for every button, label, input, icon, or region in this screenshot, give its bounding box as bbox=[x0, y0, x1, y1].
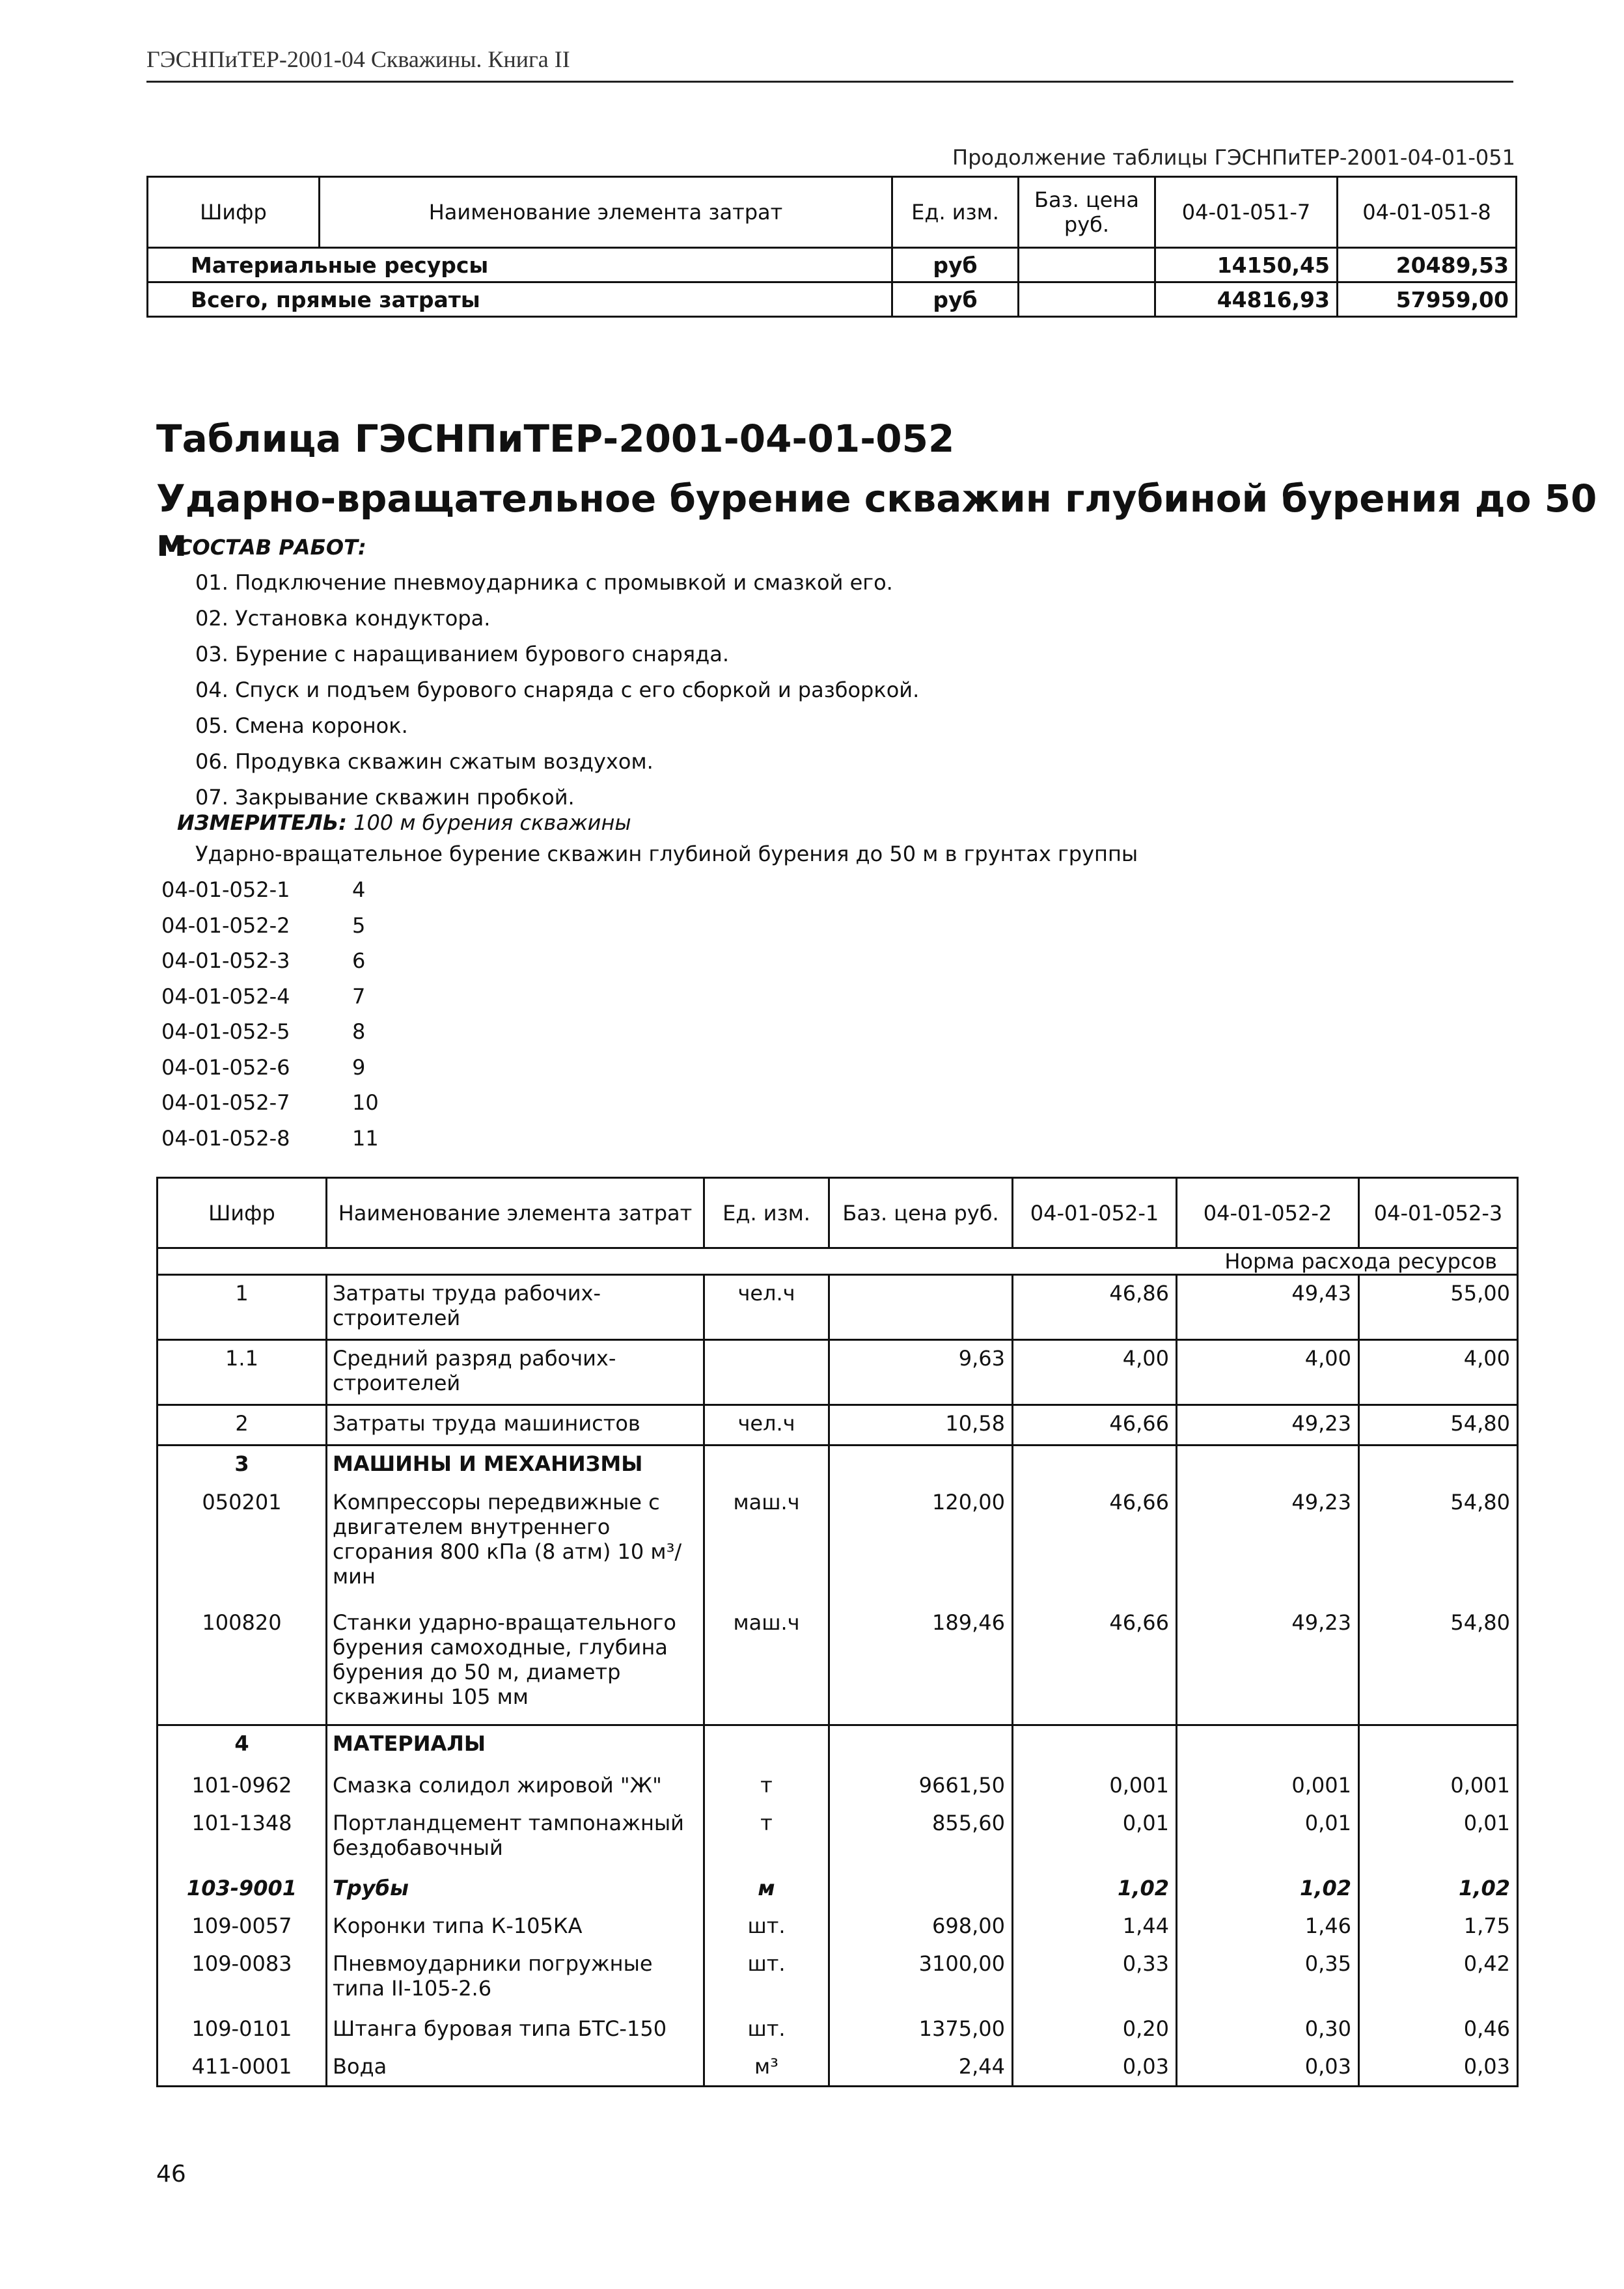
meter-line bbox=[177, 810, 631, 835]
row-code: 101-0962 bbox=[158, 1768, 327, 1805]
row-value-3: 4,00 bbox=[1359, 1340, 1518, 1405]
code-row bbox=[161, 1121, 379, 1157]
row-price: 10,58 bbox=[829, 1405, 1013, 1446]
row-price: 698,00 bbox=[829, 1908, 1013, 1946]
header-cell-col1: 04-01-052-1 bbox=[1013, 1178, 1177, 1248]
header-rule bbox=[146, 81, 1513, 83]
table-row bbox=[158, 1605, 1518, 1725]
row-unit: руб bbox=[892, 248, 1019, 282]
row-price: 3100,00 bbox=[829, 1946, 1013, 2011]
header-cell-unit: Ед. изм. bbox=[704, 1178, 829, 1248]
works-label: СОСТАВ РАБОТ: bbox=[177, 535, 366, 560]
works-item: 04. Спуск и подъем бурового снаряда с его сборкой и разборкой. bbox=[195, 678, 920, 702]
group: 9 bbox=[352, 1054, 366, 1080]
row-price bbox=[829, 1275, 1013, 1340]
code-row bbox=[161, 943, 379, 979]
row-price: 9,63 bbox=[829, 1340, 1013, 1405]
row-value-2: 1,02 bbox=[1177, 1871, 1359, 1908]
row-value-2: 49,43 bbox=[1177, 1275, 1359, 1340]
code: 04-01-052-8 bbox=[161, 1125, 290, 1151]
works-list bbox=[195, 565, 919, 816]
row-value-3: 1,02 bbox=[1359, 1871, 1518, 1908]
main-table-header-row bbox=[158, 1178, 1518, 1248]
works-item: 05. Смена коронок. bbox=[195, 713, 408, 738]
row-code: 3 bbox=[158, 1446, 327, 1485]
row-value-1: 4,00 bbox=[1013, 1340, 1177, 1405]
works-item: 06. Продувка скважин сжатым воздухом. bbox=[195, 749, 654, 774]
norm-caption-row bbox=[158, 1248, 1518, 1275]
row-name: Портландцемент тампонажный бездобавочный bbox=[327, 1805, 704, 1871]
header-cell-col3: 04-01-052-3 bbox=[1359, 1178, 1518, 1248]
row-value-1: 46,66 bbox=[1013, 1405, 1177, 1446]
row-value-1 bbox=[1013, 1725, 1177, 1768]
row-code: 411-0001 bbox=[158, 2049, 327, 2087]
top-table bbox=[146, 176, 1517, 318]
row-code: 100820 bbox=[158, 1605, 327, 1725]
row-code: 4 bbox=[158, 1725, 327, 1768]
code: 04-01-052-6 bbox=[161, 1054, 290, 1080]
table-row bbox=[158, 1768, 1518, 1805]
table-row bbox=[158, 1805, 1518, 1871]
page-number: 46 bbox=[156, 2161, 186, 2187]
row-value-1: 46,66 bbox=[1013, 1485, 1177, 1605]
norm-caption: Норма расхода ресурсов bbox=[158, 1248, 1518, 1275]
row-price: 189,46 bbox=[829, 1605, 1013, 1725]
row-value-2 bbox=[1177, 1446, 1359, 1485]
meter-label: ИЗМЕРИТЕЛЬ: bbox=[177, 810, 347, 835]
row-unit: чел.ч bbox=[704, 1275, 829, 1340]
row-name: Затраты труда рабочих-строителей bbox=[327, 1275, 704, 1340]
group: 11 bbox=[352, 1125, 379, 1151]
row-name: Компрессоры передвижные с двигателем внутреннего сгорания 800 кПа (8 атм) 10 м³/мин bbox=[327, 1485, 704, 1605]
row-price: 1375,00 bbox=[829, 2011, 1013, 2049]
row-unit: т bbox=[704, 1805, 829, 1871]
code-row bbox=[161, 979, 379, 1015]
row-code: 103-9001 bbox=[158, 1871, 327, 1908]
meter-description: Ударно-вращательное бурение скважин глубиной бурения до 50 м в грунтах группы bbox=[195, 842, 1138, 866]
row-price: 855,60 bbox=[829, 1805, 1013, 1871]
group: 6 bbox=[352, 948, 366, 973]
header-cell-price: Баз. цена руб. bbox=[1019, 177, 1155, 248]
row-code: 050201 bbox=[158, 1485, 327, 1605]
row-code: 109-0083 bbox=[158, 1946, 327, 2011]
row-unit: м bbox=[704, 1871, 829, 1908]
code: 04-01-052-4 bbox=[161, 983, 290, 1009]
code-row bbox=[161, 1014, 379, 1050]
header-cell-unit: Ед. изм. bbox=[892, 177, 1019, 248]
row-code: 2 bbox=[158, 1405, 327, 1446]
header-cell-price: Баз. цена руб. bbox=[829, 1178, 1013, 1248]
row-value-2: 1,46 bbox=[1177, 1908, 1359, 1946]
row-name: Смазка солидол жировой "Ж" bbox=[327, 1768, 704, 1805]
row-value-1: 0,001 bbox=[1013, 1768, 1177, 1805]
row-unit: т bbox=[704, 1768, 829, 1805]
header-cell-code: Шифр bbox=[148, 177, 320, 248]
row-unit: шт. bbox=[704, 1946, 829, 2011]
row-value-1: 1,44 bbox=[1013, 1908, 1177, 1946]
table-row bbox=[158, 1405, 1518, 1446]
table-row bbox=[148, 248, 1517, 282]
row-value-2: 49,23 bbox=[1177, 1405, 1359, 1446]
group: 5 bbox=[352, 912, 366, 938]
row-value-2: 57959,00 bbox=[1338, 282, 1517, 317]
row-unit: маш.ч bbox=[704, 1605, 829, 1725]
table-subtitle: Ударно-вращательное бурение скважин глубиной бурения до 50 м bbox=[156, 476, 1597, 565]
row-value-3: 54,80 bbox=[1359, 1605, 1518, 1725]
table-row bbox=[158, 1871, 1518, 1908]
row-value-3: 1,75 bbox=[1359, 1908, 1518, 1946]
meter-value: 100 м бурения скважины bbox=[353, 810, 631, 835]
row-value-2 bbox=[1177, 1725, 1359, 1768]
row-code: 101-1348 bbox=[158, 1805, 327, 1871]
group: 7 bbox=[352, 983, 366, 1009]
row-value-3: 0,001 bbox=[1359, 1768, 1518, 1805]
row-unit: шт. bbox=[704, 2011, 829, 2049]
main-table bbox=[156, 1177, 1519, 2087]
row-value-1: 44816,93 bbox=[1155, 282, 1338, 317]
works-item: 07. Закрывание скважин пробкой. bbox=[195, 785, 575, 810]
works-item: 01. Подключение пневмоударника с промывкой и смазкой его. bbox=[195, 570, 893, 595]
row-price: 2,44 bbox=[829, 2049, 1013, 2087]
row-value-3: 55,00 bbox=[1359, 1275, 1518, 1340]
table-row bbox=[148, 282, 1517, 317]
row-name: Пневмоударники погружные типа II-105-2.6 bbox=[327, 1946, 704, 2011]
row-price bbox=[1019, 282, 1155, 317]
header-cell-col1: 04-01-051-7 bbox=[1155, 177, 1338, 248]
continuation-caption: Продолжение таблицы ГЭСНПиТЕР-2001-04-01-051 bbox=[952, 145, 1515, 170]
row-name: Трубы bbox=[327, 1871, 704, 1908]
row-value-2: 0,35 bbox=[1177, 1946, 1359, 2011]
row-price bbox=[829, 1446, 1013, 1485]
header-cell-name: Наименование элемента затрат bbox=[327, 1178, 704, 1248]
table-row bbox=[158, 2049, 1518, 2087]
code-row bbox=[161, 1085, 379, 1121]
row-value-2: 49,23 bbox=[1177, 1485, 1359, 1605]
row-value-1: 0,03 bbox=[1013, 2049, 1177, 2087]
row-unit: шт. bbox=[704, 1908, 829, 1946]
table-row bbox=[158, 1725, 1518, 1768]
row-name: Затраты труда машинистов bbox=[327, 1405, 704, 1446]
table-row bbox=[158, 1485, 1518, 1605]
table-row bbox=[158, 2011, 1518, 2049]
header-cell-code: Шифр bbox=[158, 1178, 327, 1248]
row-unit bbox=[704, 1340, 829, 1405]
row-value-2: 0,001 bbox=[1177, 1768, 1359, 1805]
row-value-2: 20489,53 bbox=[1338, 248, 1517, 282]
row-value-1: 1,02 bbox=[1013, 1871, 1177, 1908]
row-code: 1.1 bbox=[158, 1340, 327, 1405]
row-value-3: 54,80 bbox=[1359, 1485, 1518, 1605]
table-row bbox=[158, 1275, 1518, 1340]
codes-list bbox=[161, 872, 379, 1156]
row-unit: маш.ч bbox=[704, 1485, 829, 1605]
row-price: 9661,50 bbox=[829, 1768, 1013, 1805]
row-unit: м³ bbox=[704, 2049, 829, 2087]
table-row bbox=[158, 1446, 1518, 1485]
code: 04-01-052-1 bbox=[161, 877, 290, 902]
works-item: 03. Бурение с наращиванием бурового снаряда. bbox=[195, 642, 730, 666]
row-name: МАТЕРИАЛЫ bbox=[327, 1725, 704, 1768]
header-cell-name: Наименование элемента затрат bbox=[320, 177, 892, 248]
row-price bbox=[1019, 248, 1155, 282]
row-unit: руб bbox=[892, 282, 1019, 317]
row-price bbox=[829, 1725, 1013, 1768]
code: 04-01-052-5 bbox=[161, 1019, 290, 1044]
code-row bbox=[161, 908, 379, 944]
row-price bbox=[829, 1871, 1013, 1908]
row-value-2: 49,23 bbox=[1177, 1605, 1359, 1725]
table-row bbox=[158, 1946, 1518, 2011]
row-name: Вода bbox=[327, 2049, 704, 2087]
row-value-1: 0,01 bbox=[1013, 1805, 1177, 1871]
code: 04-01-052-2 bbox=[161, 912, 290, 938]
row-name: Коронки типа К-105КА bbox=[327, 1908, 704, 1946]
code: 04-01-052-3 bbox=[161, 948, 290, 973]
table-title: Таблица ГЭСНПиТЕР-2001-04-01-052 bbox=[156, 417, 955, 461]
group: 10 bbox=[352, 1090, 379, 1115]
row-value-1 bbox=[1013, 1446, 1177, 1485]
row-value-2: 0,30 bbox=[1177, 2011, 1359, 2049]
row-value-3: 0,46 bbox=[1359, 2011, 1518, 2049]
row-value-2: 4,00 bbox=[1177, 1340, 1359, 1405]
group: 8 bbox=[352, 1019, 366, 1044]
header-cell-col2: 04-01-052-2 bbox=[1177, 1178, 1359, 1248]
row-value-3: 54,80 bbox=[1359, 1405, 1518, 1446]
header-cell-col2: 04-01-051-8 bbox=[1338, 177, 1517, 248]
row-value-3: 0,42 bbox=[1359, 1946, 1518, 2011]
row-name: МАШИНЫ И МЕХАНИЗМЫ bbox=[327, 1446, 704, 1485]
row-value-1: 46,66 bbox=[1013, 1605, 1177, 1725]
row-value-1: 0,20 bbox=[1013, 2011, 1177, 2049]
row-value-1: 46,86 bbox=[1013, 1275, 1177, 1340]
main-table-body bbox=[158, 1275, 1518, 2087]
row-value-3 bbox=[1359, 1446, 1518, 1485]
row-code: 109-0101 bbox=[158, 2011, 327, 2049]
row-price: 120,00 bbox=[829, 1485, 1013, 1605]
row-unit bbox=[704, 1446, 829, 1485]
group: 4 bbox=[352, 877, 366, 902]
row-name: Материальные ресурсы bbox=[148, 248, 892, 282]
row-value-1: 14150,45 bbox=[1155, 248, 1338, 282]
row-value-2: 0,01 bbox=[1177, 1805, 1359, 1871]
row-value-1: 0,33 bbox=[1013, 1946, 1177, 2011]
row-name: Штанга буровая типа БТС-150 bbox=[327, 2011, 704, 2049]
row-code: 109-0057 bbox=[158, 1908, 327, 1946]
table-row bbox=[158, 1340, 1518, 1405]
row-name: Всего, прямые затраты bbox=[148, 282, 892, 317]
row-value-3: 0,01 bbox=[1359, 1805, 1518, 1871]
table-row bbox=[158, 1908, 1518, 1946]
running-header: ГЭСНПиТЕР-2001-04 Скважины. Книга II bbox=[146, 46, 570, 72]
row-unit: чел.ч bbox=[704, 1405, 829, 1446]
row-value-2: 0,03 bbox=[1177, 2049, 1359, 2087]
row-code: 1 bbox=[158, 1275, 327, 1340]
row-unit bbox=[704, 1725, 829, 1768]
row-value-3 bbox=[1359, 1725, 1518, 1768]
row-name: Станки ударно-вращательного бурения самоходные, глубина бурения до 50 м, диаметр скважины 105 мм bbox=[327, 1605, 704, 1725]
code: 04-01-052-7 bbox=[161, 1090, 290, 1115]
row-value-3: 0,03 bbox=[1359, 2049, 1518, 2087]
top-table-header-row bbox=[148, 177, 1517, 248]
code-row bbox=[161, 1050, 379, 1086]
row-name: Средний разряд рабочих-строителей bbox=[327, 1340, 704, 1405]
code-row bbox=[161, 872, 379, 908]
works-item: 02. Установка кондуктора. bbox=[195, 606, 491, 631]
